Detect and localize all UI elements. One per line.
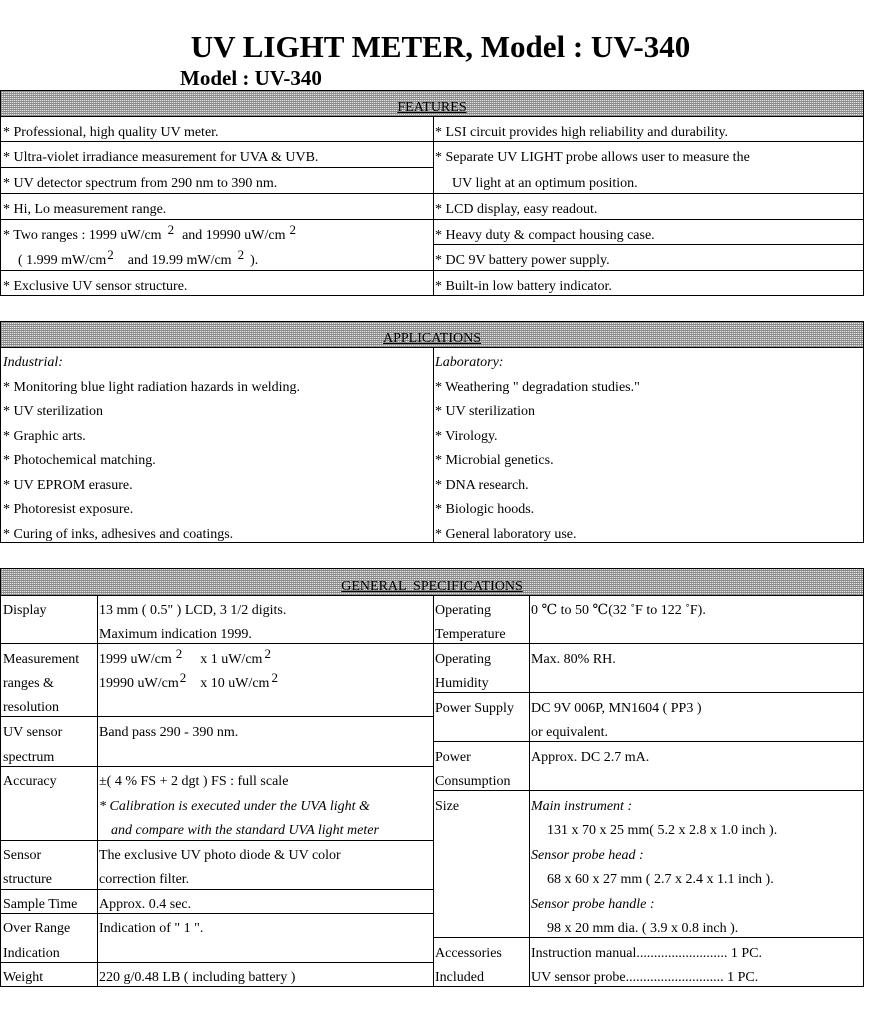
application-item: * Biologic hoods. xyxy=(435,502,535,517)
applications-table xyxy=(0,321,864,543)
spec-value-display: 13 mm ( 0.5" ) LCD, 3 1/2 digits. xyxy=(99,603,287,618)
spec-label-over-range: Indication xyxy=(3,946,60,961)
spec-value-size-heading: Sensor probe handle : xyxy=(531,897,655,912)
specifications-header-label: GENERAL SPECIFICATIONS xyxy=(341,579,523,594)
spec-label-over-range: Over Range xyxy=(3,921,71,936)
application-item: * Photochemical matching. xyxy=(3,453,156,468)
spec-value-power-supply: DC 9V 006P, MN1604 ( PP3 ) xyxy=(531,701,702,716)
application-item: * UV sterilization xyxy=(435,404,536,419)
spec-value-display: Maximum indication 1999. xyxy=(99,627,252,642)
application-item: * UV sterilization xyxy=(3,404,104,419)
spec-value-over-range: Indication of " 1 ". xyxy=(99,921,204,936)
specifications-header xyxy=(1,569,863,596)
spec-label-operating-temperature: Operating xyxy=(435,603,491,618)
spec-label-operating-humidity: Humidity xyxy=(435,676,489,691)
spec-label-measurement: Measurement xyxy=(3,652,80,667)
feature-item: * Exclusive UV sensor structure. xyxy=(3,279,188,294)
spec-value-operating-humidity: Max. 80% RH. xyxy=(531,652,616,667)
spec-value-power-consumption: Approx. DC 2.7 mA. xyxy=(531,750,650,765)
feature-item: * Heavy duty & compact housing case. xyxy=(435,228,655,243)
feature-item: * Ultra-violet irradiance measurement for UVA & UVB. xyxy=(3,150,319,165)
spec-label-measurement: resolution xyxy=(3,700,59,715)
spec-value-accuracy-note: and compare with the standard UVA light meter xyxy=(111,823,379,838)
spec-label-accuracy: Accuracy xyxy=(3,774,57,789)
feature-item: UV light at an optimum position. xyxy=(452,176,638,191)
spec-label-accessories: Accessories xyxy=(435,946,502,961)
spec-value-accessories: UV sensor probe............................ 1 PC. xyxy=(531,970,759,985)
model-subtitle: Model : UV-340 xyxy=(180,66,322,90)
application-item: * Photoresist exposure. xyxy=(3,502,134,517)
feature-item: * UV detector spectrum from 290 nm to 390 nm. xyxy=(3,176,278,191)
specifications-table xyxy=(0,568,864,987)
spec-value-accuracy: ±( 4 % FS + 2 dgt ) FS : full scale xyxy=(99,774,289,789)
spec-label-sample-time: Sample Time xyxy=(3,897,78,912)
application-item: * Virology. xyxy=(435,429,498,444)
spec-value-accuracy-note: * Calibration is executed under the UVA light & xyxy=(99,799,370,814)
application-item: * UV EPROM erasure. xyxy=(3,478,133,493)
feature-item: * LCD display, easy readout. xyxy=(435,202,598,217)
spec-label-operating-humidity: Operating xyxy=(435,652,491,667)
spec-label-display: Display xyxy=(3,603,47,618)
spec-value-operating-temperature: 0 ℃ to 50 ℃(32 ˚F to 122 ˚F). xyxy=(531,603,706,618)
feature-item: * DC 9V battery power supply. xyxy=(435,253,610,268)
spec-label-sensor-structure: Sensor xyxy=(3,848,42,863)
spec-value-weight: 220 g/0.48 LB ( including battery ) xyxy=(99,970,296,985)
feature-item-two-ranges: * Two ranges : 1999 uW/cm $^2$ and 19990 uW/cm $^2$ xyxy=(3,222,296,243)
application-item: * Curing of inks, adhesives and coatings. xyxy=(3,527,234,542)
application-item: * Graphic arts. xyxy=(3,429,86,444)
spec-value-accessories: Instruction manual.......................... 1 PC. xyxy=(531,946,762,961)
feature-item: * LSI circuit provides high reliability and durability. xyxy=(435,125,729,140)
spec-value-size: 98 x 20 mm dia. ( 3.9 x 0.8 inch ). xyxy=(547,921,739,936)
feature-item-two-ranges-mw: ( 1.999 $mW/cm^2$ and 19.99 mW/cm $^2$ ). xyxy=(18,247,259,268)
feature-item: * Professional, high quality UV meter. xyxy=(3,125,219,140)
applications-header xyxy=(1,322,863,348)
spec-value-uv-sensor: Band pass 290 - 390 nm. xyxy=(99,725,239,740)
spec-value-power-supply: or equivalent. xyxy=(531,725,608,740)
applications-laboratory-title: Laboratory: xyxy=(435,355,504,370)
spec-label-power-consumption: Consumption xyxy=(435,774,511,789)
spec-label-power-consumption: Power xyxy=(435,750,471,765)
spec-value-sensor-structure: The exclusive UV photo diode & UV color xyxy=(99,848,341,863)
features-header-label: FEATURES xyxy=(397,100,467,115)
feature-item: * Separate UV LIGHT probe allows user to measure the xyxy=(435,150,750,165)
features-table xyxy=(0,90,864,296)
spec-label-measurement: ranges & xyxy=(3,676,54,691)
spec-value-size-heading: Sensor probe head : xyxy=(531,848,644,863)
application-item: * DNA research. xyxy=(435,478,529,493)
spec-value-size: 131 x 70 x 25 mm( 5.2 x 2.8 x 1.0 inch ). xyxy=(547,823,778,838)
spec-label-size: Size xyxy=(435,799,460,814)
applications-industrial-title: Industrial: xyxy=(3,355,63,370)
spec-label-uv-sensor: spectrum xyxy=(3,750,55,765)
spec-label-sensor-structure: structure xyxy=(3,872,52,887)
application-item: * General laboratory use. xyxy=(435,527,577,542)
spec-value-size: 68 x 60 x 27 mm ( 2.7 x 2.4 x 1.1 inch ). xyxy=(547,872,774,887)
spec-value-size-heading: Main instrument : xyxy=(531,799,633,814)
spec-value-sensor-structure: correction filter. xyxy=(99,872,190,887)
spec-label-weight: Weight xyxy=(3,970,44,985)
application-item: * Microbial genetics. xyxy=(435,453,554,468)
feature-item: * Built-in low battery indicator. xyxy=(435,279,612,294)
spec-label-operating-temperature: Temperature xyxy=(435,627,506,642)
features-header xyxy=(1,91,863,117)
applications-header-label: APPLICATIONS xyxy=(382,331,481,346)
feature-item: * Hi, Lo measurement range. xyxy=(3,202,167,217)
spec-value-measurement: 19990 $uW/cm^2$ x 10 uW/cm $^2$ xyxy=(99,670,278,691)
spec-value-measurement: 1999 uW/cm $^2$ x 1 uW/cm $^2$ xyxy=(99,646,271,667)
spec-label-accessories: Included xyxy=(435,970,484,985)
spec-label-uv-sensor: UV sensor xyxy=(3,725,63,740)
application-item: * Weathering " degradation studies." xyxy=(435,380,640,395)
application-item: * Monitoring blue light radiation hazards in welding. xyxy=(3,380,301,395)
spec-value-sample-time: Approx. 0.4 sec. xyxy=(99,897,192,912)
page-title: UV LIGHT METER, Model : UV-340 xyxy=(190,29,691,64)
spec-label-power-supply: Power Supply xyxy=(435,701,514,716)
